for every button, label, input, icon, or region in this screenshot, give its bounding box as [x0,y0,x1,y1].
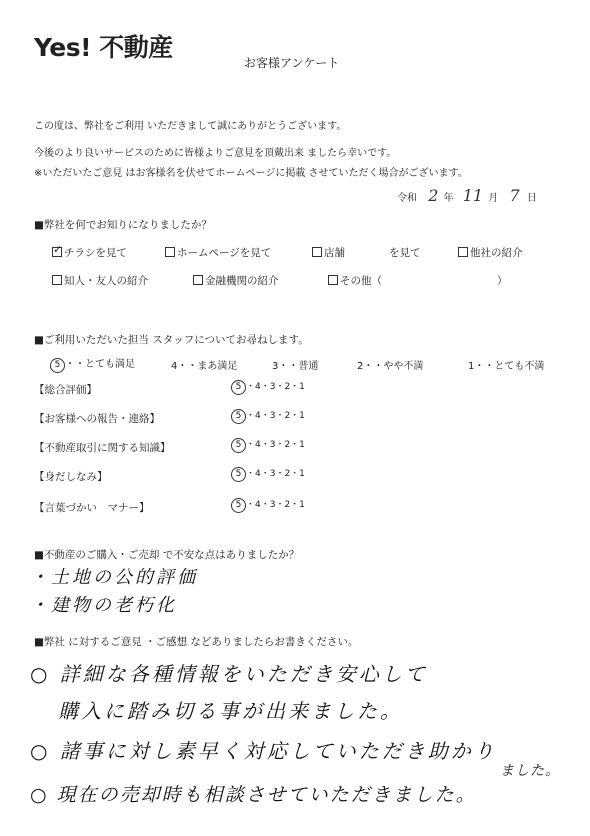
date-year-unit: 年 [443,193,454,204]
q4-answer-1: ○ 詳細な各種情報をいただき安心して [30,662,428,686]
rating-report-circle: 5 [231,409,246,424]
option-friend[interactable] [52,273,148,288]
scale-4: 4・・まあ満足 [171,361,238,372]
rating-knowledge-circle: 5 [231,438,246,453]
intro-line-2: 今後のより良いサービスのために皆様よりご意見を頂戴出来 ましたら幸いです。 [34,148,397,159]
date-day-unit: 日 [526,193,537,204]
scale-3: 3・・普通 [272,361,319,372]
option-other-close: ） [497,275,508,287]
scale-5 [50,355,135,373]
rating-item-manners: 【言葉づかい マナー】 [34,502,150,514]
q4-question: ■弊社 に対するご意見 ・ご感想 などありましたらお書きください。 [34,636,359,648]
rating-manners-scale: ・4・3・2・1 [246,500,305,510]
date-field [397,186,537,205]
checkbox-bank[interactable] [193,275,203,285]
checkbox-other[interactable] [328,275,338,285]
rating-appearance-scale: ・4・3・2・1 [246,469,305,479]
rating-overall[interactable] [231,379,305,395]
option-other[interactable] [328,273,382,288]
q3-question: ■不動産のご購入・ご売却 で不安な点はありましたか？ [34,549,300,561]
rating-overall-scale: ・4・3・2・1 [246,382,305,392]
date-month: 11 [462,186,484,205]
checkbox-store[interactable] [312,247,322,257]
rating-item-report: 【お客様への報告・連絡】 [34,413,160,425]
q1-question: ■弊社を何でお知りになりましたか？ [34,219,212,231]
intro-line-3: ※いただいたご意見 はお客様名を伏せてホームページに掲載 させていただく場合がございます。 [34,168,468,179]
rating-knowledge-scale: ・4・3・2・1 [246,440,305,450]
option-store-label: 店舗 [324,247,345,259]
check-mark-icon: ✓ [53,243,63,256]
rating-overall-circle: 5 [231,380,246,395]
date-year: 2 [428,186,439,205]
rating-knowledge[interactable] [231,437,305,453]
q4-answer-3: ○ 諸事に対し素早く対応していただき助かり [30,739,497,763]
option-flyer[interactable] [52,245,127,260]
checkbox-other-company[interactable] [458,247,468,257]
rating-manners[interactable] [231,497,305,513]
rating-appearance-circle: 5 [231,467,246,482]
option-other-company[interactable] [458,245,523,260]
intro-line-1: この度は、弊社をご利用 いただきまして誠にありがとうございます。 [34,121,347,132]
option-friend-label: 知人・友人の紹介 [64,275,148,287]
option-flyer-label: チラシを見て [64,247,127,259]
q3-answer-1: ・土地の公的評価 [30,567,198,588]
survey-title: お客様アンケート [244,56,340,70]
scale-2: 2・・やや不満 [357,361,424,372]
rating-appearance[interactable] [231,466,305,482]
scale-5-label: ・・とても満足 [65,359,135,370]
rating-report-scale: ・4・3・2・1 [246,411,305,421]
q4-overwrite: ました。 [500,763,560,779]
q4-answer-4: ○ 現在の売却時も相談させていただきました。 [30,784,477,806]
checkbox-friend[interactable] [52,275,62,285]
checkbox-homepage[interactable] [165,247,175,257]
option-bank[interactable] [193,273,279,288]
option-bank-label: 金融機関の紹介 [205,275,279,287]
option-homepage[interactable] [165,245,271,260]
option-homepage-label: ホームページを見て [177,247,272,259]
rating-item-knowledge: 【不動産取引に関する知識】 [34,442,171,454]
scale-5-circle: 5 [50,358,65,373]
q3-answer-2: ・建物の老朽化 [30,595,177,616]
option-other-company-label: 他社の紹介 [470,247,523,259]
rating-manners-circle: 5 [231,498,246,513]
date-month-unit: 月 [488,193,499,204]
rating-item-overall: 【総合評価】 [34,384,97,396]
checkbox-flyer[interactable] [52,243,63,257]
q4-answer-2: 購入に踏み切る事が出来ました。 [58,699,403,723]
option-store-suffix: を見て [389,247,421,259]
date-era: 令和 [397,193,417,204]
company-logo: Yes! 不動産 [34,33,173,62]
rating-report[interactable] [231,408,305,424]
option-other-label: その他（ [340,275,382,287]
scale-1: 1・・とても不満 [468,361,545,372]
rating-item-appearance: 【身だしなみ】 [34,471,108,483]
date-day: 7 [509,186,520,205]
q2-question: ■ご利用いただいた担当 スタッフについてお尋ねします。 [34,334,309,346]
option-store[interactable] [312,245,345,260]
